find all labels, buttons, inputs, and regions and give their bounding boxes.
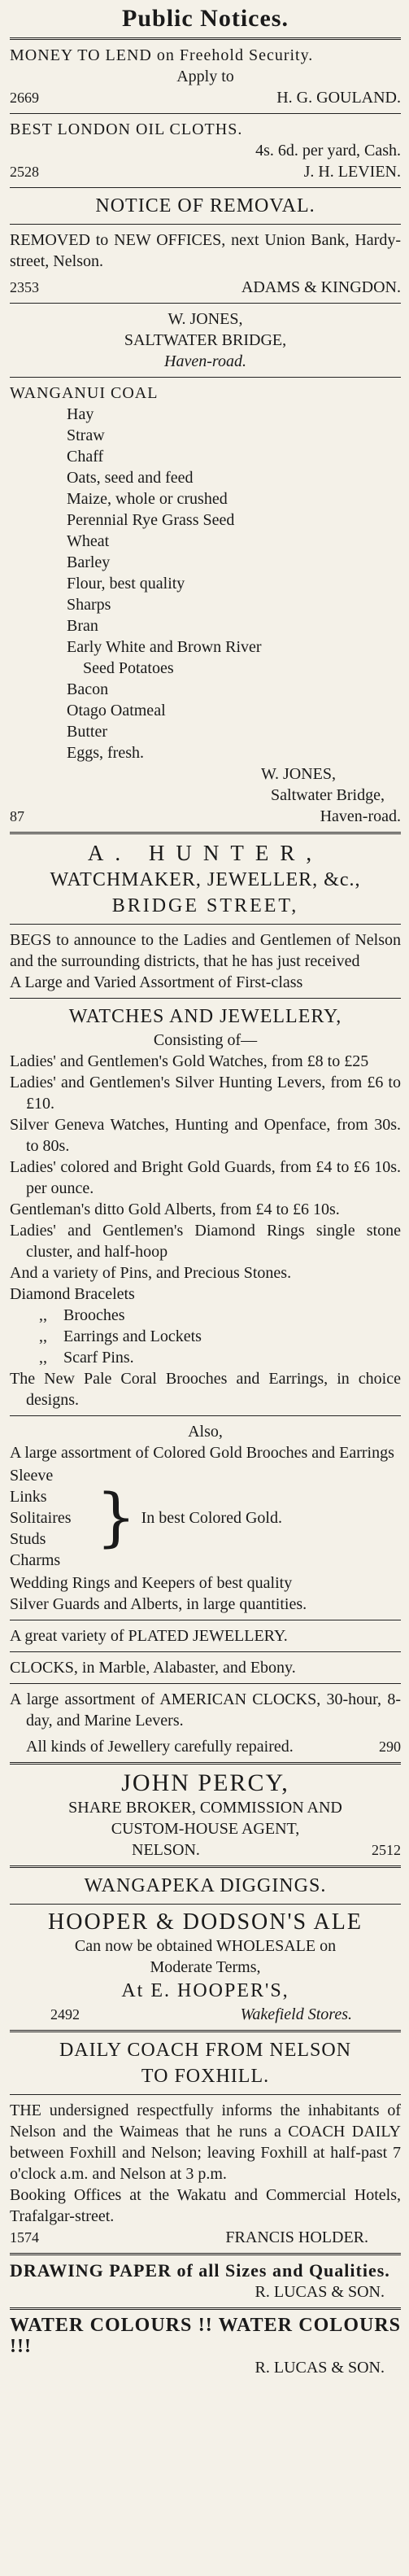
divider <box>10 998 401 999</box>
divider <box>10 37 401 40</box>
brace-icon: } <box>96 1481 137 1555</box>
list-item: Oats, seed and feed <box>67 469 194 487</box>
ad-percy-line1: SHARE BROKER, COMMISSION AND <box>68 1799 342 1817</box>
ad-removal-text: REMOVED to NEW OFFICES, next Union Bank, Hardy-street, Nelson. <box>10 231 401 270</box>
ad-code: 2528 <box>10 164 39 180</box>
divider <box>10 2307 401 2310</box>
list-item: Sharps <box>67 596 111 614</box>
ad-code: 2512 <box>372 1842 401 1858</box>
list-item: Solitaires <box>10 1509 72 1527</box>
ad-hunter-item: And a variety of Pins, and Precious Stones. <box>10 1264 292 1282</box>
ad-coach-booking: Booking Offices at the Wakatu and Commercial Hotels, Trafalgar-street. <box>10 2186 401 2225</box>
ad-money-to-lend <box>10 45 401 108</box>
ad-jones-sig-name: W. JONES, <box>260 765 336 783</box>
ad-jones-lead: WANGANUI COAL <box>10 384 159 402</box>
ad-coach-text: THE undersigned respectfully informs the inhabitants of Nelson and the Waimeas that he runs a COACH DAILY between Foxhill and Nelson; leaving Foxhill at half-past 7 o'clock a.m. and Nelson at 3 p.m. <box>10 2101 401 2183</box>
divider <box>10 1415 401 1416</box>
ad-w-jones <box>10 308 401 827</box>
ad-hunter-ditto <box>10 1305 401 1326</box>
ad-hunter-ditto <box>10 1326 401 1347</box>
ad-hunter-american: A large assortment of AMERICAN CLOCKS, 30-hour, 8-day, and Marine Levers. <box>10 1690 401 1730</box>
ad-coach-signature <box>10 2227 401 2248</box>
list-item: Butter <box>67 723 107 741</box>
advertiser-road: Haven-road. <box>320 807 401 825</box>
ad-notice-of-removal <box>10 193 401 298</box>
ad-hunter-item: Ladies' and Gentlemen's Silver Hunting Levers, from £6 to £10. <box>10 1074 401 1113</box>
ad-hunter-wedding: Wedding Rings and Keepers of best quality <box>10 1574 293 1592</box>
ad-drawing-paper <box>10 2260 401 2303</box>
ad-hunter-consisting: Consisting of— <box>153 1031 258 1049</box>
ad-code: 2669 <box>10 90 39 106</box>
ad-coach-title: DAILY COACH FROM NELSON <box>59 2040 352 2061</box>
ad-code: 2492 <box>50 2006 80 2023</box>
advertiser-name: ADAMS & KINGDON. <box>241 278 401 296</box>
list-item: Bacon <box>67 680 109 698</box>
divider <box>10 1762 401 1765</box>
list-item: Perennial Rye Grass Seed <box>67 511 235 529</box>
ad-hunter-item: Ladies' and Gentlemen's Diamond Rings single stone cluster, and half-hoop <box>10 1222 401 1261</box>
list-item: Charms <box>10 1551 61 1569</box>
ad-hunter-repaired: All kinds of Jewellery carefully repaired. <box>26 1738 294 1756</box>
advertiser-name: J. H. LEVIEN. <box>303 163 401 181</box>
ad-code: 290 <box>379 1738 401 1755</box>
ad-hunter-intro: BEGS to announce to the Ladies and Gentlemen of Nelson and the surrounding districts, that he has just received <box>10 931 401 970</box>
ad-wangapeka-title: WANGAPEKA DIGGINGS. <box>84 1875 327 1896</box>
ad-hunter-ditto <box>10 1347 401 1368</box>
ad-hunter-name: A. HUNTER, <box>87 841 324 865</box>
divider <box>10 2030 401 2032</box>
divider <box>10 2094 401 2095</box>
list-item: Eggs, fresh. <box>67 744 144 762</box>
advertiser-name: R. LUCAS & SON. <box>255 2283 385 2301</box>
ad-hunter-assortment: A Large and Varied Assortment of First-class <box>10 973 303 991</box>
brace-text: In best Colored Gold. <box>141 1509 282 1527</box>
ad-percy-signature <box>10 1839 401 1861</box>
list-item: Chaff <box>67 448 104 466</box>
ad-oil-cloths <box>10 119 401 182</box>
ad-jones-name: W. JONES, <box>168 310 243 328</box>
divider <box>10 1865 401 1868</box>
ditto-item: Scarf Pins. <box>63 1349 134 1367</box>
ad-removal-title: NOTICE OF REMOVAL. <box>95 195 315 216</box>
ad-a-hunter <box>10 839 401 1757</box>
advertiser-name: FRANCIS HOLDER. <box>225 2228 368 2246</box>
page-title: Public Notices. <box>122 5 289 32</box>
ad-oilcloths-price: 4s. 6d. per yard, Cash. <box>255 142 401 160</box>
ad-hunter-street: BRIDGE STREET, <box>111 895 299 916</box>
ad-water-colours <box>10 2315 401 2378</box>
ad-oilcloths-line1: BEST LONDON OIL CLOTHS. <box>10 120 243 138</box>
ad-wangapeka-stores: Wakefield Stores. <box>240 2005 352 2023</box>
ad-hunter-silver: Silver Guards and Alberts, in large quantities. <box>10 1595 307 1613</box>
list-item: Studs <box>10 1530 46 1548</box>
ad-jones-place: SALTWATER BRIDGE, <box>124 331 287 349</box>
ad-code: 1574 <box>10 2229 39 2246</box>
list-item: Maize, whole or crushed <box>67 490 228 508</box>
list-item: Barley <box>67 553 111 571</box>
ad-daily-coach <box>10 2037 401 2248</box>
divider <box>10 924 401 925</box>
ad-wangapeka-diggings <box>10 1873 401 2025</box>
divider <box>10 1904 401 1905</box>
ad-hunter-colored: A large assortment of Colored Gold Brooches and Earrings <box>10 1444 394 1462</box>
ad-money-line1: MONEY TO LEND on Freehold Security. <box>10 46 314 64</box>
ad-hunter-plated: A great variety of PLATED JEWELLERY. <box>10 1627 288 1645</box>
ad-money-signature <box>10 87 401 108</box>
ad-hunter-brace-group <box>10 1465 401 1571</box>
ad-money-line2: Apply to <box>176 68 234 85</box>
ad-hunter-heading: WATCHES AND JEWELLERY, <box>68 1006 342 1027</box>
ad-oilcloths-signature <box>10 161 401 182</box>
ad-hunter-clocks: CLOCKS, in Marble, Alabaster, and Ebony. <box>10 1659 296 1677</box>
ad-code: 87 <box>10 808 24 824</box>
list-item: Otago Oatmeal <box>67 702 166 719</box>
list-item: Wheat <box>67 532 110 550</box>
ad-percy-place: NELSON. <box>132 1841 200 1859</box>
ad-wangapeka-line1: Can now be obtained WHOLESALE on <box>74 1937 337 1955</box>
ad-wangapeka-signature <box>10 2004 401 2025</box>
ad-paper-text: DRAWING PAPER of all Sizes and Qualities. <box>10 2260 390 2281</box>
ad-wangapeka-brand: HOOPER & DODSON'S ALE <box>48 1909 363 1935</box>
ad-hunter-coral: The New Pale Coral Brooches and Earrings, in choice designs. <box>10 1370 401 1409</box>
list-item: Flour, best quality <box>67 575 185 593</box>
ad-hunter-item: Gentleman's ditto Gold Alberts, from £4 to £6 10s. <box>10 1201 340 1218</box>
brace-items <box>10 1465 91 1571</box>
ad-jones-items <box>67 404 401 763</box>
divider <box>10 113 401 114</box>
divider <box>10 1683 401 1684</box>
ad-wangapeka-line2: Moderate Terms, <box>150 1958 261 1976</box>
ad-jones-signature <box>10 806 401 827</box>
list-item: Seed Potatoes <box>83 659 174 677</box>
ditto-mark: ,, <box>39 1349 47 1367</box>
list-item: Hay <box>67 405 94 423</box>
ad-hunter-item: Diamond Bracelets <box>10 1285 135 1303</box>
divider <box>10 832 401 834</box>
list-item: Bran <box>67 617 98 635</box>
ad-hunter-signature <box>10 1736 401 1757</box>
ditto-item: Earrings and Lockets <box>63 1327 202 1345</box>
ditto-mark: ,, <box>39 1327 47 1345</box>
ditto-mark: ,, <box>39 1306 47 1324</box>
ad-percy-line2: CUSTOM-HOUSE AGENT, <box>111 1820 300 1838</box>
divider <box>10 187 401 188</box>
divider <box>10 303 401 304</box>
ad-john-percy <box>10 1769 401 1861</box>
ad-hunter-also: Also, <box>188 1423 223 1441</box>
divider <box>10 2253 401 2255</box>
ad-coach-title2: TO FOXHILL. <box>141 2066 270 2087</box>
divider <box>10 377 401 378</box>
ad-wangapeka-at: At E. HOOPER'S, <box>121 1980 289 2001</box>
ditto-item: Brooches <box>63 1306 125 1324</box>
divider <box>10 1651 401 1652</box>
advertiser-name: R. LUCAS & SON. <box>255 2359 385 2377</box>
list-item: Early White and Brown River <box>67 638 262 656</box>
ad-hunter-trade: WATCHMAKER, JEWELLER, &c., <box>50 869 361 890</box>
ad-colours-text: WATER COLOURS !! WATER COLOURS !!! <box>10 2315 401 2357</box>
ad-removal-signature <box>10 277 401 298</box>
ad-percy-name: JOHN PERCY, <box>121 1769 289 1796</box>
ad-hunter-item: Silver Geneva Watches, Hunting and Openface, from 30s. to 80s. <box>10 1116 401 1155</box>
ad-code: 2353 <box>10 279 39 295</box>
ad-hunter-item: Ladies' and Gentlemen's Gold Watches, from £8 to £25 <box>10 1052 369 1070</box>
list-item: Sleeve Links <box>10 1467 54 1506</box>
divider <box>10 224 401 225</box>
ad-jones-sig-place: Saltwater Bridge, <box>271 786 385 804</box>
list-item: Straw <box>67 426 105 444</box>
ad-jones-road: Haven-road. <box>164 352 246 370</box>
advertiser-name: H. G. GOULAND. <box>276 89 401 107</box>
ad-hunter-item: Ladies' colored and Bright Gold Guards, from £4 to £6 10s. per ounce. <box>10 1158 401 1197</box>
